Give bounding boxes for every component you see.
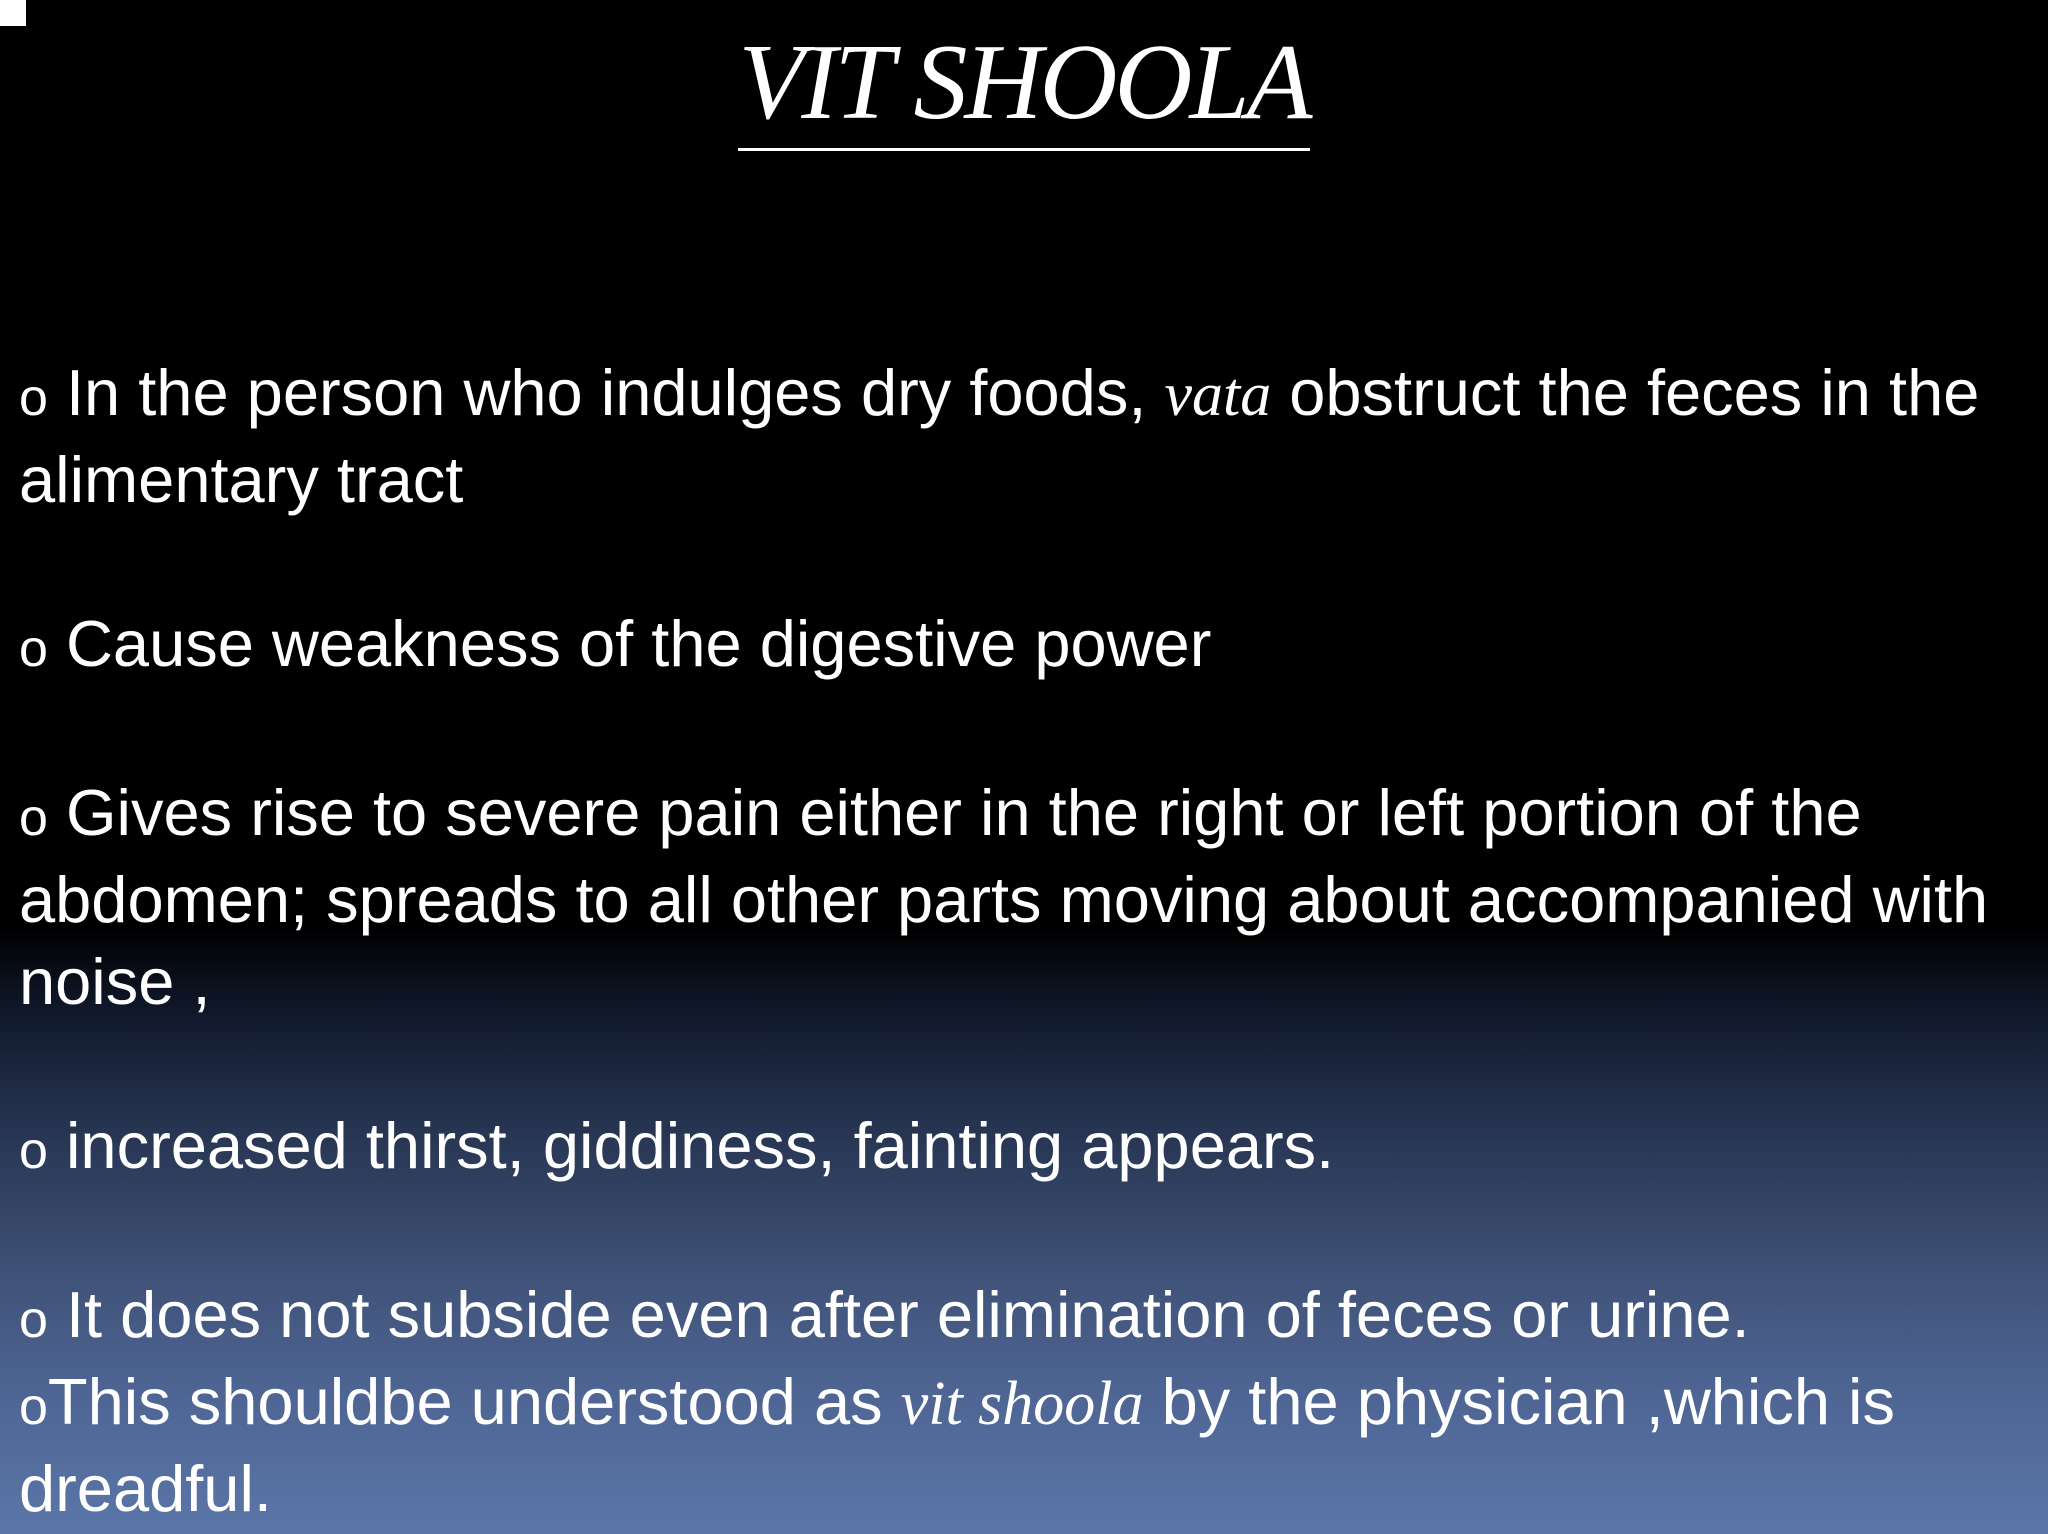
bullet-item-not-subside xyxy=(19,1274,2019,1361)
slide-title-text: VIT SHOOLA xyxy=(738,20,1309,151)
bullet-marker: o xyxy=(19,620,48,678)
bullet-text: In the person who indulges dry foods, xyxy=(47,356,1165,429)
bullet-marker: o xyxy=(19,369,48,427)
bullet-item-vit-shoola xyxy=(19,1361,2019,1530)
slide-title xyxy=(0,20,2048,151)
bullet-marker: o xyxy=(19,1291,48,1349)
bullet-list xyxy=(19,352,2019,1530)
bullet-marker: o xyxy=(19,1122,48,1180)
bullet-text: by the physician ,which is dreadful. xyxy=(19,1365,1895,1525)
spacer xyxy=(19,1192,2019,1274)
bullet-item-digestive-weakness xyxy=(19,603,2019,690)
bullet-text: Gives rise to severe pain either in the right or left portion of the abdomen; spreads to all other parts moving about accompanied with noise , xyxy=(19,776,1989,1018)
bullet-item-dry-foods xyxy=(19,352,2019,521)
bullet-marker: o xyxy=(19,1378,48,1436)
bullet-item-thirst xyxy=(19,1105,2019,1192)
bullet-text: It does not subside even after elimination of feces or urine. xyxy=(47,1278,1750,1351)
term-vit-shoola: vit shoola xyxy=(900,1370,1144,1438)
bullet-text: obstruct the feces in the alimentary tract xyxy=(19,356,1980,516)
bullet-text: increased thirst, giddiness, fainting appears. xyxy=(47,1109,1335,1182)
spacer xyxy=(19,690,2019,772)
bullet-text: This shouldbe understood as xyxy=(47,1365,901,1438)
spacer xyxy=(19,521,2019,603)
bullet-item-severe-pain xyxy=(19,772,2019,1023)
term-vata: vata xyxy=(1164,361,1272,429)
spacer xyxy=(19,1023,2019,1105)
bullet-text: Cause weakness of the digestive power xyxy=(47,607,1212,680)
bullet-marker: o xyxy=(19,789,48,847)
